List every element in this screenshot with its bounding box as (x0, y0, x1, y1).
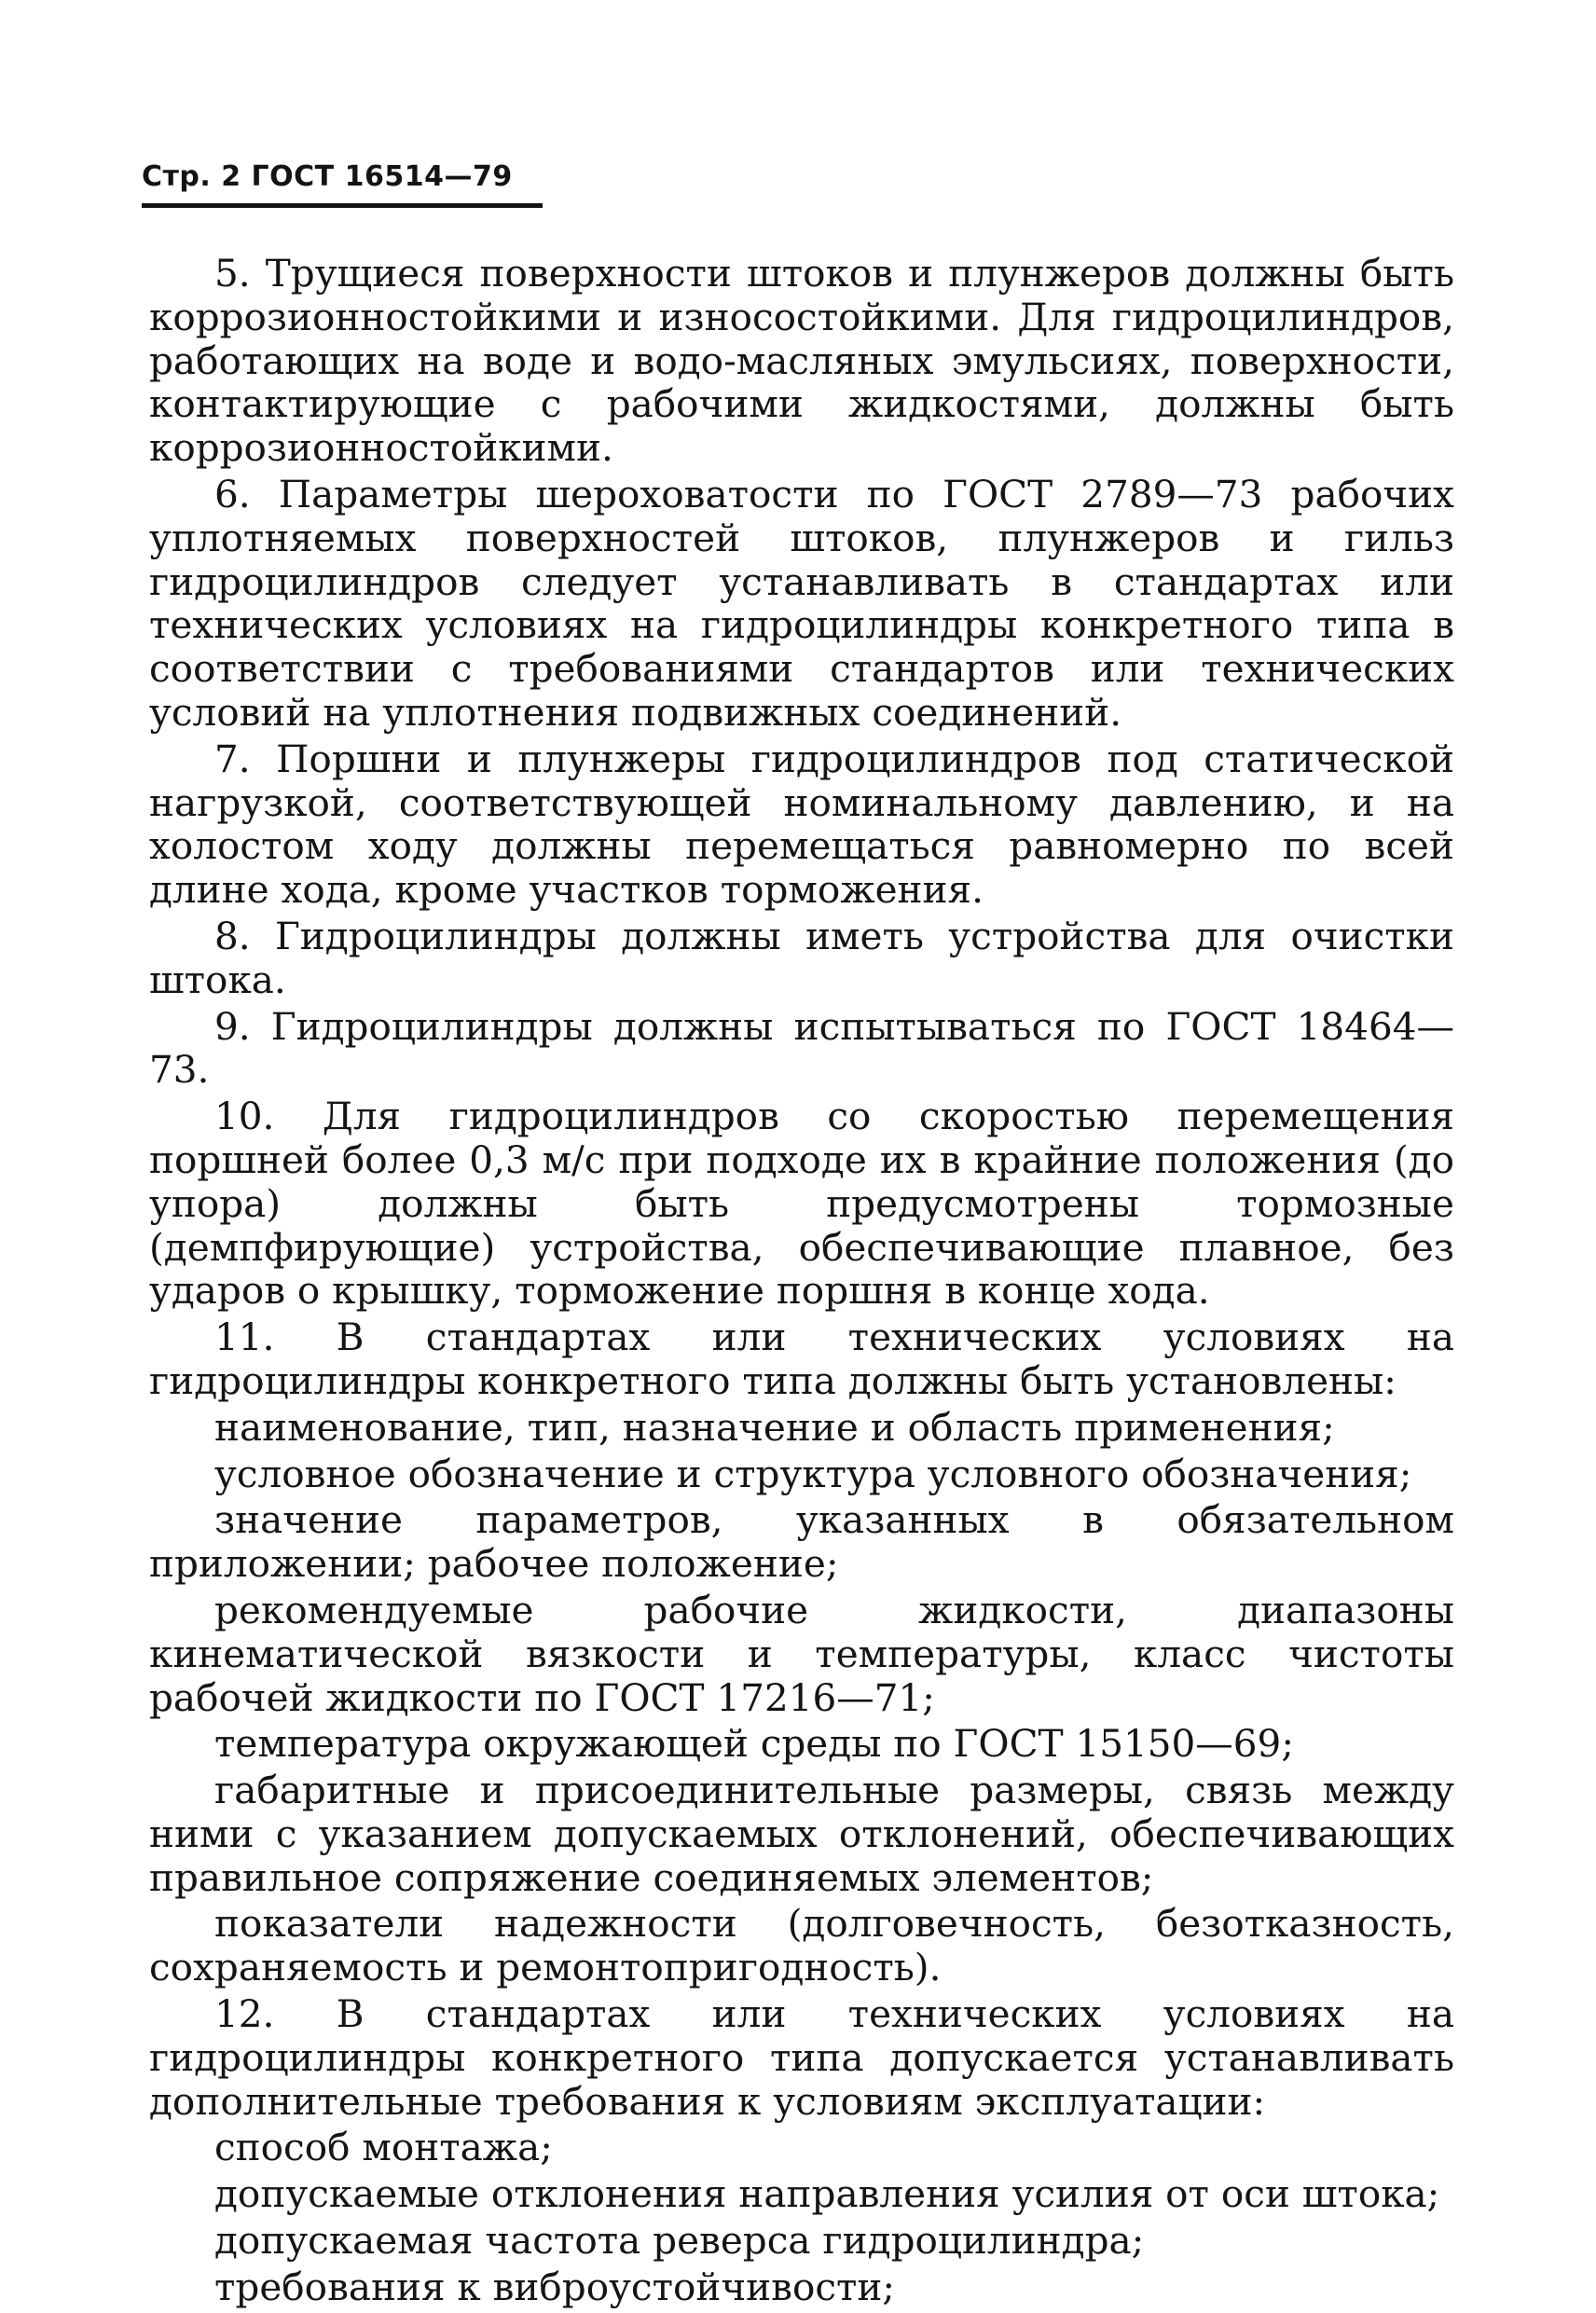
clause-7: 7. Поршни и плунжеры гидроцилиндров под статической нагрузкой, соответствующей номинальному давлению, и на холостом ходу должны перемещаться равномерно по всей длине хода, кроме участков торможения. (149, 736, 1454, 913)
list-item: допускаемые отклонения направления усилия от оси штока; (214, 2171, 1440, 2217)
clause-10: 10. Для гидроцилиндров со скоростью перемещения поршней более 0,3 м/с при подходе их в крайние положения (до упора) должны быть предусмотрены тормозные (демпфирующие) устройства, обеспечивающие плавное, без ударов о крышку, торможение поршня в конце хода. (149, 1094, 1454, 1314)
page-header (142, 160, 513, 193)
clause-12: 12. В стандартах или технических условиях на гидроцилиндры конкретного типа допускается устанавливать дополнительные требования к условиям эксплуатации: (149, 1991, 1454, 2124)
list-item: рекомендуемые рабочие жидкости, диапазоны кинематической вязкости и температуры, класс чистоты рабочей жидкости по ГОСТ 17216—71; (149, 1587, 1454, 1720)
list-item: условное обозначение и структура условного обозначения; (214, 1451, 1412, 1496)
list-item: наименование, тип, назначение и область применения; (214, 1404, 1335, 1450)
clause-9: 9. Гидроцилиндры должны испытываться по ГОСТ 18464—73. (149, 1003, 1454, 1093)
header-divider (142, 203, 543, 208)
list-item: допускаемая частота реверса гидроцилиндра; (214, 2218, 1145, 2264)
clause-6: 6. Параметры шероховатости по ГОСТ 2789—73 рабочих уплотняемых поверхностей штоков, плунжеров и гильз гидроцилиндров следует устанавливать в стандартах или технических условиях на гидроцилиндры конкретного типа в соответствии с требованиями стандартов или технических условий на уплотнения подвижных соединений. (149, 471, 1454, 735)
list-item: требования к виброустойчивости; (214, 2264, 896, 2309)
page-number: Стр. 2 (142, 160, 241, 193)
list-item: способ монтажа; (214, 2125, 553, 2170)
document-body (149, 252, 1454, 2312)
clause-8: 8. Гидроцилиндры должны иметь устройства для очистки штока. (149, 913, 1454, 1002)
list-item: значение параметров, указанных в обязательном приложении; рабочее положение; (149, 1497, 1454, 1587)
clause-5: 5. Трущиеся поверхности штоков и плунжеров должны быть коррозионностойкими и износостойкими. Для гидроцилиндров, работающих на воде и водо-масляных эмульсиях, поверхности, контактирующие с рабочими жидкостями, должны быть коррозионностойкими. (149, 251, 1454, 471)
list-item: показатели надежности (долговечность, безотказность, сохраняемость и ремонтопригодность). (149, 1901, 1454, 1990)
list-item: температура окружающей среды по ГОСТ 15150—69; (214, 1721, 1294, 1767)
clause-11: 11. В стандартах или технических условиях на гидроцилиндры конкретного типа должны быть установлены: (149, 1315, 1454, 1403)
standard-number: ГОСТ 16514—79 (251, 160, 513, 193)
list-item: габаритные и присоединительные размеры, связь между ними с указанием допускаемых отклонений, обеспечивающих правильное сопряжение соединяемых элементов; (149, 1768, 1454, 1900)
